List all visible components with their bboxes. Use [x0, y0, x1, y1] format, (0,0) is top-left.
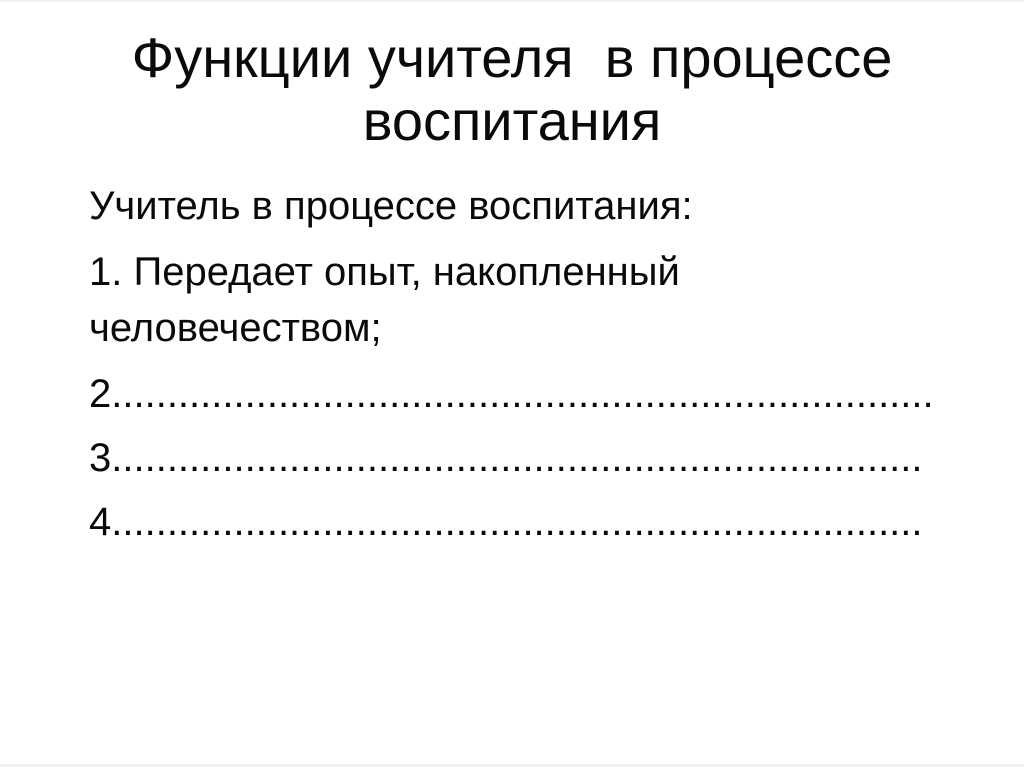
slide-title-line-2: воспитания	[362, 89, 662, 152]
body-intro-text: Учитель в процессе воспитания:	[89, 184, 693, 228]
slide-title-line-1: Функции учителя в процессе	[131, 26, 893, 89]
list-item-2-dotted-line: 2..........................................................................	[89, 372, 934, 416]
slide-title	[0, 0, 1024, 152]
slide-body	[0, 178, 1024, 554]
list-item-1: 1. Передает опыт, накопленный человечеством;	[89, 250, 680, 350]
list-item-3-dotted-line: 3.........................................................................	[89, 436, 923, 480]
top-edge-line	[0, 0, 1024, 2]
list-item-4-dotted-line: 4.........................................................................	[89, 500, 923, 544]
